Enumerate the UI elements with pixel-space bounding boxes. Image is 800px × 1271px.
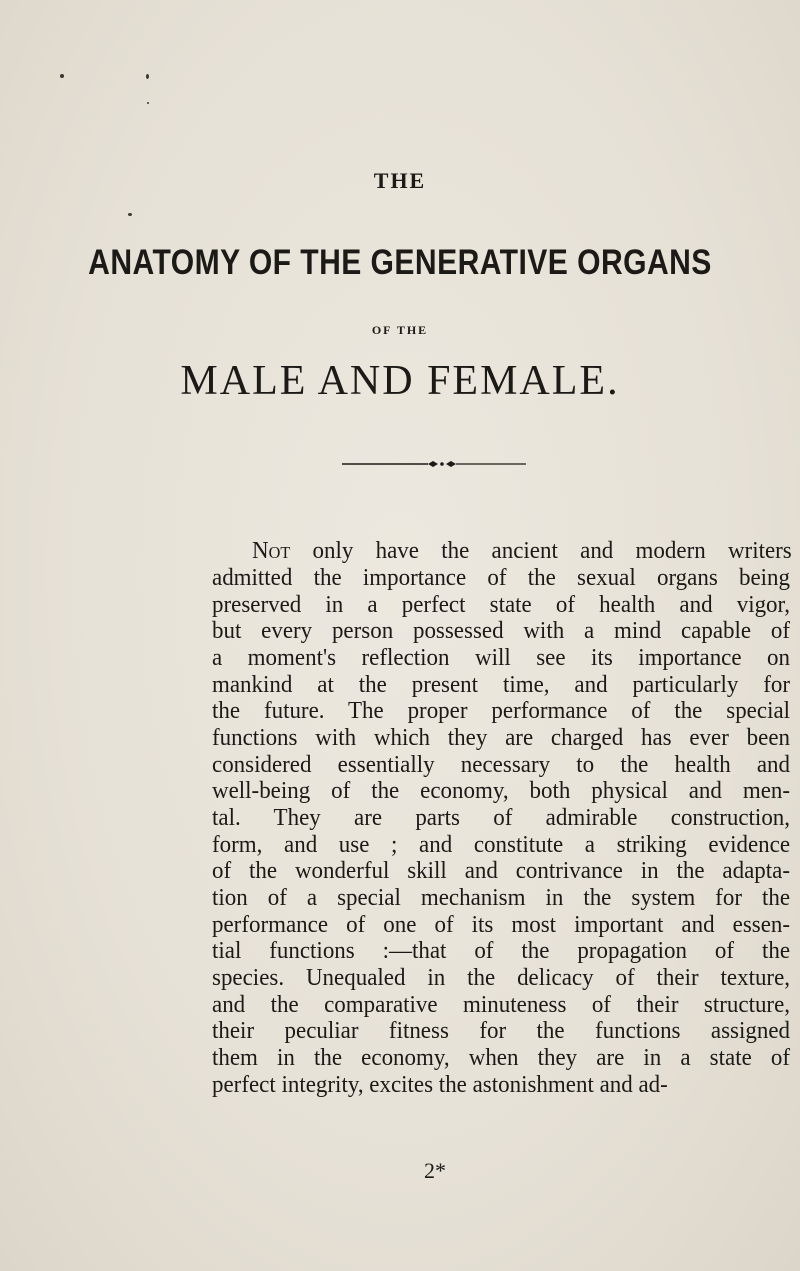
body-line-text: tial functions :—that of the propagation of the [212, 938, 791, 964]
body-line [212, 832, 790, 858]
body-line [212, 778, 790, 804]
body-line [212, 858, 790, 884]
body-line [212, 698, 790, 724]
body-line [212, 645, 790, 671]
body-line-text: their peculiar fitness for the functions assigned [212, 1018, 791, 1044]
body-line-text: well-being of the economy, both physical and men- [212, 778, 791, 804]
body-line [212, 565, 790, 591]
body-line-text: only have the ancient and modern writers [290, 538, 792, 564]
body-line [212, 1018, 790, 1044]
body-line [212, 1072, 790, 1098]
body-line [212, 912, 790, 938]
body-line [212, 618, 790, 644]
body-line-text: of the wonderful skill and contrivance in the adapta- [212, 858, 791, 884]
body-line [252, 538, 792, 564]
body-line-text: tal. They are parts of admirable construction, [212, 805, 791, 831]
body-line [212, 965, 790, 991]
body-line [212, 1045, 790, 1071]
body-line-text: admitted the importance of the sexual organs being [212, 565, 791, 591]
body-line-text: mankind at the present time, and particularly for [212, 672, 791, 698]
body-line [212, 725, 790, 751]
ink-speck [146, 74, 149, 79]
body-line-text: them in the economy, when they are in a state of [212, 1045, 791, 1071]
body-line-text: considered essentially necessary to the health and [212, 752, 791, 778]
ornamental-rule [342, 460, 526, 468]
body-line-text: form, and use ; and constitute a striking evidence [212, 832, 791, 858]
drop-word: Not [252, 538, 291, 564]
body-line-text: performance of one of its most important and essen- [212, 912, 791, 938]
body-line-text: preserved in a perfect state of health and vigor, [212, 592, 791, 618]
heading-of-the: OF THE [371, 323, 429, 337]
body-line [212, 805, 790, 831]
body-line-text: tion of a special mechanism in the system for the [212, 885, 791, 911]
body-line-text: perfect integrity, excites the astonishment and ad- [212, 1072, 668, 1098]
body-line [212, 592, 790, 618]
body-line-text: the future. The proper performance of the special [212, 698, 791, 724]
ink-speck [128, 213, 132, 216]
signature-mark: 2* [424, 1158, 446, 1183]
body-line-text: species. Unequaled in the delicacy of their texture, [212, 965, 791, 991]
heading-the: THE [373, 168, 427, 193]
body-line-text: but every person possessed with a mind capable of [212, 618, 791, 644]
body-line [212, 752, 790, 778]
heading-subtitle: MALE AND FEMALE. [180, 358, 620, 404]
ink-speck [60, 74, 64, 78]
body-line [212, 672, 790, 698]
body-line-text: a moment's reflection will see its importance on [212, 645, 791, 671]
heading-main-title: ANATOMY OF THE GENERATIVE ORGANS [88, 243, 712, 282]
body-line [212, 992, 790, 1018]
ink-speck [147, 102, 149, 104]
body-line [212, 885, 790, 911]
body-line-text: functions with which they are charged has ever been [212, 725, 791, 751]
body-line-text: and the comparative minuteness of their structure, [212, 992, 791, 1018]
body-line [212, 938, 790, 964]
